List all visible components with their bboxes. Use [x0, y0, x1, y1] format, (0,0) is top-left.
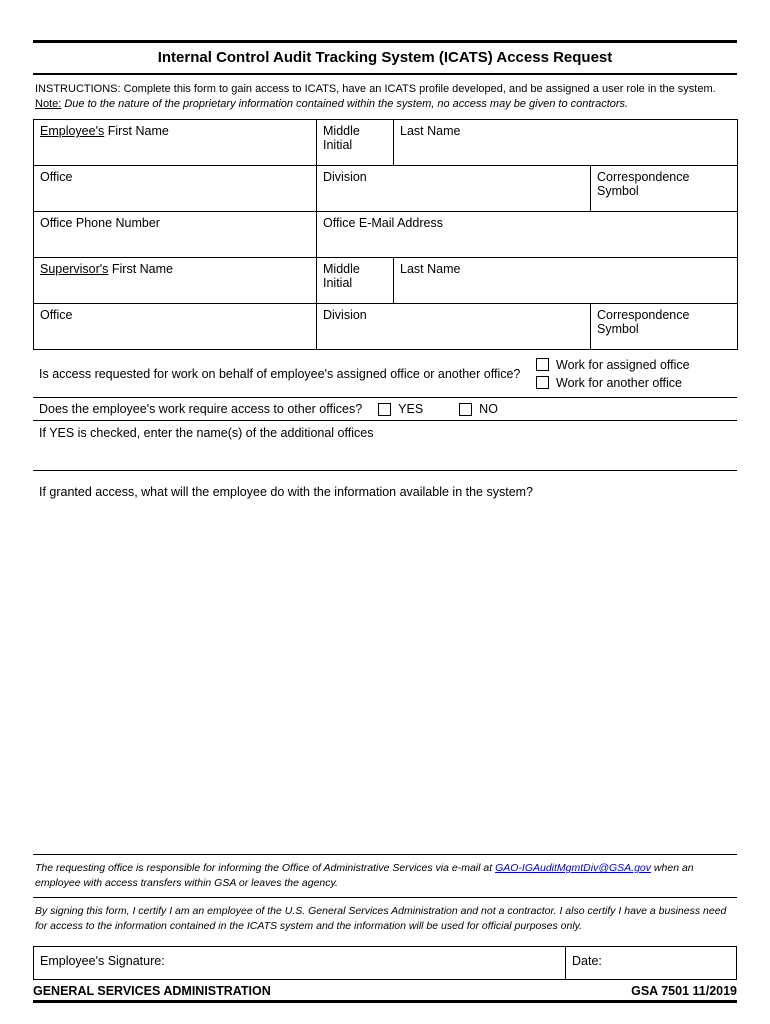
transfer-notice-text-after: when an employee with access transfers within GSA or leaves the agency. — [35, 862, 694, 889]
no-label: NO — [479, 402, 498, 417]
note-text: Due to the nature of the proprietary information contained within the system, no access may be given to contractors. — [64, 97, 629, 110]
office-label: Office — [40, 308, 73, 323]
signature-label: Employee's Signature: — [40, 953, 165, 968]
field-usage-description[interactable] — [33, 471, 737, 855]
division-label: Division — [323, 308, 367, 323]
form-title: Internal Control Audit Tracking System (ICATS) Access Request — [157, 49, 613, 66]
checkbox-no[interactable] — [459, 403, 472, 416]
option-work-another-office-label: Work for another office — [556, 375, 682, 390]
field-date[interactable] — [566, 947, 736, 979]
date-label: Date: — [572, 953, 602, 968]
field-supervisor-correspondence-symbol[interactable] — [591, 304, 738, 350]
option-work-another-office[interactable] — [536, 376, 701, 390]
form-number: GSA 7501 11/2019 — [631, 983, 737, 998]
checkbox-work-another-office[interactable] — [536, 376, 549, 389]
certification-statement: By signing this form, I certify I am an employee of the U.S. General Services Administration and not a contractor. I also certify I have a business need for access to the information contained in the ICATS system and the information will be used for official purposes only. — [35, 905, 727, 933]
field-supervisor-middle-initial[interactable] — [317, 258, 394, 304]
transfer-notice — [33, 855, 737, 898]
field-employee-first-name[interactable] — [34, 120, 317, 166]
employee-prefix-label: Employee's — [40, 124, 105, 139]
email-link[interactable]: GAO-IGAuditMgmtDiv@GSA.gov — [495, 862, 652, 875]
employee-name-row — [34, 120, 738, 166]
question-other-offices-row — [33, 398, 737, 421]
checkbox-yes[interactable] — [378, 403, 391, 416]
agency-name: GENERAL SERVICES ADMINISTRATION — [33, 983, 271, 998]
question-office-behalf-text: Is access requested for work on behalf of employee's assigned office or another office? — [39, 366, 521, 381]
first-name-label: First Name — [108, 262, 173, 277]
supervisor-name-row — [34, 258, 738, 304]
last-name-label: Last Name — [400, 262, 461, 277]
office-email-label: Office E-Mail Address — [323, 216, 443, 231]
field-additional-offices[interactable] — [33, 421, 737, 471]
option-work-assigned-office-label: Work for assigned office — [556, 357, 690, 372]
transfer-notice-text: The requesting office is responsible for informing the Office of Administrative Services via e-mail at — [35, 862, 496, 875]
bottom-rule — [33, 1000, 737, 1003]
form-footer — [33, 980, 737, 1000]
field-employee-signature[interactable] — [34, 947, 566, 979]
office-label: Office — [40, 170, 73, 185]
last-name-label: Last Name — [400, 124, 461, 139]
field-employee-correspondence-symbol[interactable] — [591, 166, 738, 212]
field-office-phone-number[interactable] — [34, 212, 317, 258]
office-phone-label: Office Phone Number — [40, 216, 160, 231]
personnel-fields-table — [33, 119, 738, 350]
correspondence-symbol-label: Correspondence Symbol — [597, 170, 690, 199]
yes-label: YES — [398, 402, 424, 417]
office-behalf-options — [536, 354, 701, 394]
middle-initial-label: Middle Initial — [323, 262, 360, 291]
supervisor-office-row — [34, 304, 738, 350]
form-content — [33, 40, 737, 1003]
field-employee-division[interactable] — [317, 166, 591, 212]
correspondence-symbol-label: Correspondence Symbol — [597, 308, 690, 337]
checkbox-work-assigned-office[interactable] — [536, 358, 549, 371]
field-office-email-address[interactable] — [317, 212, 738, 258]
option-no[interactable] — [459, 402, 498, 416]
signature-row — [33, 946, 737, 980]
field-supervisor-first-name[interactable] — [34, 258, 317, 304]
option-work-assigned-office[interactable] — [536, 358, 701, 372]
question-other-offices-text: Does the employee's work require access to other offices? — [39, 402, 363, 417]
field-supervisor-division[interactable] — [317, 304, 591, 350]
usage-label: If granted access, what will the employee do with the information available in the system? — [39, 485, 534, 500]
question-office-behalf-row — [33, 350, 737, 398]
option-yes[interactable] — [378, 402, 423, 416]
employee-office-row — [34, 166, 738, 212]
division-label: Division — [323, 170, 367, 185]
field-supervisor-last-name[interactable] — [394, 258, 738, 304]
field-employee-last-name[interactable] — [394, 120, 738, 166]
additional-offices-label: If YES is checked, enter the name(s) of the additional offices — [39, 426, 374, 441]
field-employee-office[interactable] — [34, 166, 317, 212]
field-supervisor-office[interactable] — [34, 304, 317, 350]
note-label: Note: — [35, 97, 62, 110]
instructions-label: INSTRUCTIONS: — [35, 83, 121, 95]
field-employee-middle-initial[interactable] — [317, 120, 394, 166]
employee-contact-row — [34, 212, 738, 258]
supervisor-prefix-label: Supervisor's — [40, 262, 109, 277]
middle-initial-label: Middle Initial — [323, 124, 360, 153]
form-instructions — [33, 75, 737, 119]
first-name-label: First Name — [104, 124, 169, 139]
instructions-body: Complete this form to gain access to ICATS, have an ICATS profile developed, and be assigned a user role in the system. — [123, 83, 716, 95]
